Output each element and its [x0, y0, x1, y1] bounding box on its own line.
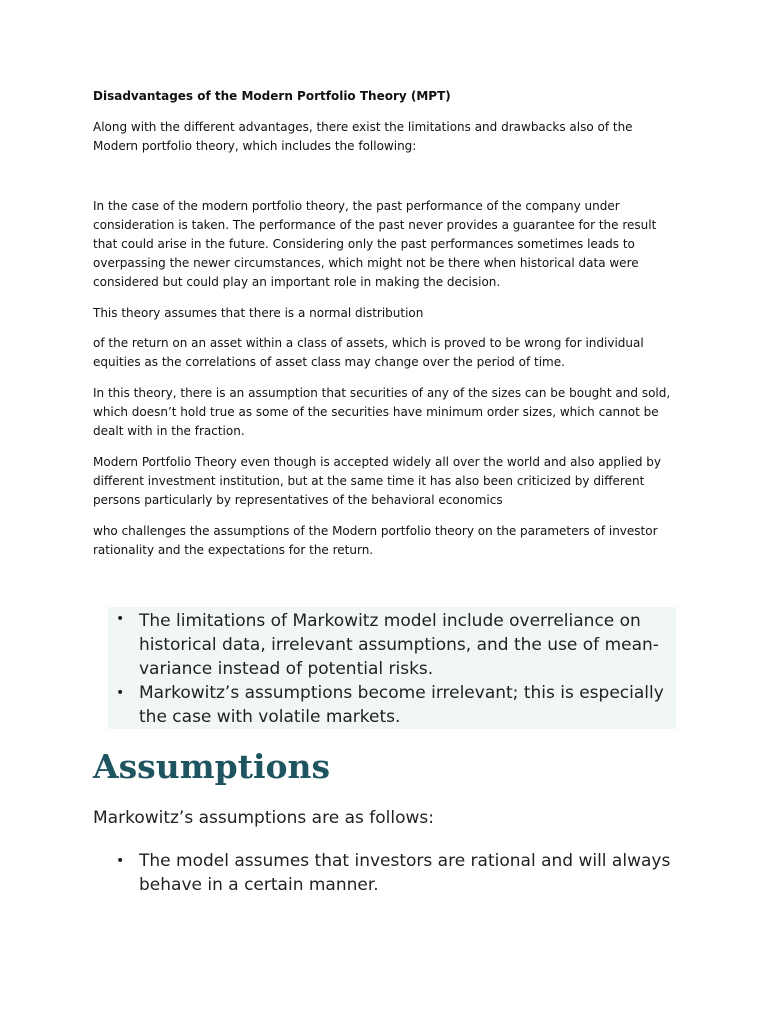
assumptions-list: [108, 849, 676, 897]
section-intro: Markowitz’s assumptions are as follows:: [93, 808, 434, 828]
list-item-text: Markowitz’s assumptions become irrelevant; this is especially the case with volatile markets.: [139, 683, 664, 727]
paragraph-intro: Along with the different advantages, there exist the limitations and drawbacks also of the Modern portfolio theory, which includes the following:: [93, 120, 633, 153]
list-item: [108, 681, 676, 729]
section-heading-assumptions: Assumptions: [93, 747, 331, 786]
paragraph-past-performance: In the case of the modern portfolio theory, the past performance of the company under consideration is taken. The performance of the past never provides a guarantee for the result that could arise in the future. Considering only the past performances sometimes leads to overpassing the newer circumstances, which might not be there when historical data were considered but could play an important role in making the decision.: [93, 199, 657, 289]
list-item: [108, 607, 676, 681]
paragraph-criticism: Modern Portfolio Theory even though is accepted widely all over the world and also applied by different investment institution, but at the same time it has also been criticized by different persons particularly by representatives of the behavioral economics: [93, 455, 662, 507]
list-item-text: The model assumes that investors are rational and will always behave in a certain manner.: [139, 851, 671, 895]
bullet-icon: •: [116, 685, 125, 701]
paragraph-normal-distribution: This theory assumes that there is a normal distribution: [93, 306, 424, 320]
callout-list: [108, 607, 676, 729]
limitations-callout: [108, 607, 676, 729]
paragraph-securities-sizes: In this theory, there is an assumption that securities of any of the sizes can be bought and sold, which doesn’t hold true as some of the securities have minimum order sizes, which cannot be dealt with in the fraction.: [93, 386, 671, 438]
paragraph-return-asset: of the return on an asset within a class of assets, which is proved to be wrong for individual equities as the correlations of asset class may change over the period of time.: [93, 336, 644, 369]
list-item: [108, 849, 676, 897]
list-item-text: The limitations of Markowitz model include overreliance on historical data, irrelevant assumptions, and the use of mean-variance instead of potential risks.: [139, 611, 659, 679]
bullet-icon: •: [116, 611, 125, 627]
paragraph-challenges: who challenges the assumptions of the Modern portfolio theory on the parameters of investor rationality and the expectations for the return.: [93, 524, 658, 557]
bullet-icon: •: [116, 853, 125, 869]
document-title: Disadvantages of the Modern Portfolio Theory (MPT): [93, 89, 451, 103]
